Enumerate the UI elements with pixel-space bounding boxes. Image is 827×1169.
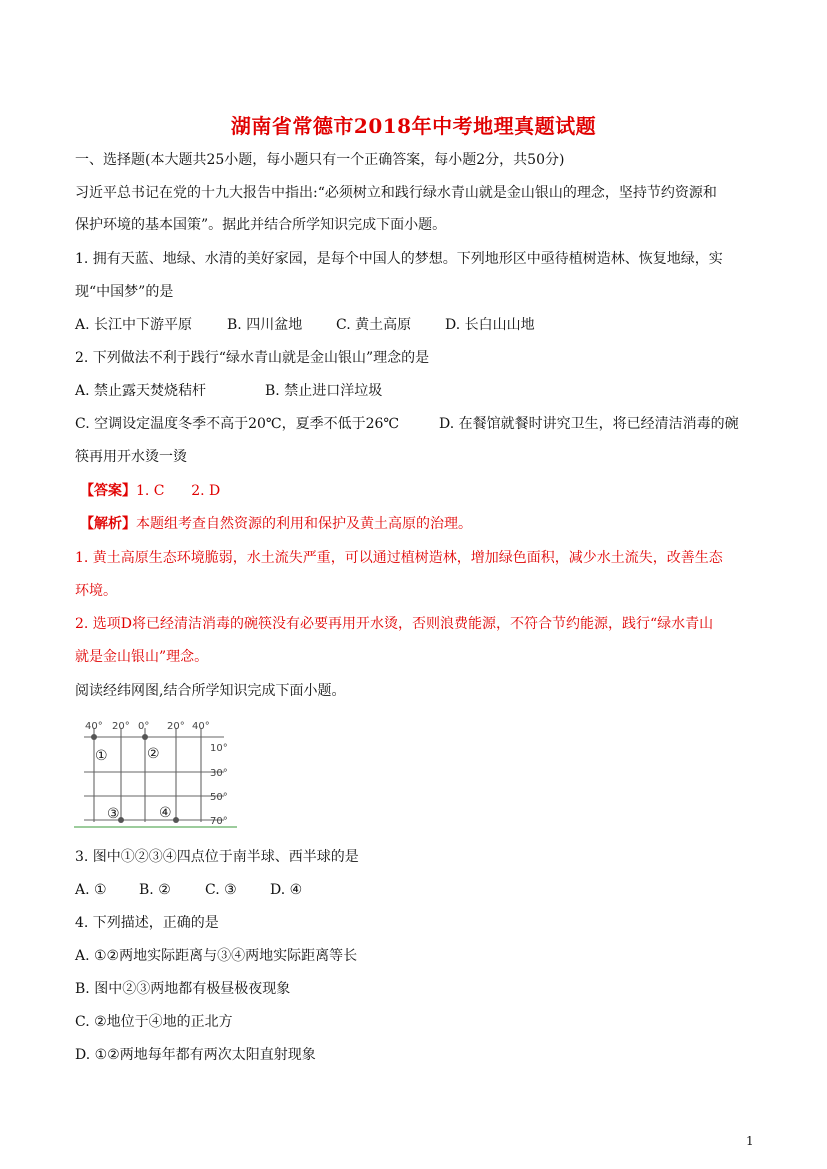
q4-option-a: A. ①②两地实际距离与③④两地实际距离等长 (75, 948, 358, 964)
q1-option-c: C. 黄土高原 (336, 317, 412, 333)
q1-option-a: A. 长江中下游平原 (75, 317, 193, 333)
dot-0-10 (142, 734, 148, 740)
analysis-p1-line-2: 环境。 (75, 583, 117, 599)
lat-label-70: 70° (210, 816, 228, 827)
q1-options (75, 315, 755, 335)
graticule-figure (72, 714, 242, 832)
q3-option-d: D. ④ (270, 882, 303, 898)
q3-option-b: B. ② (139, 882, 171, 898)
analysis-tag: 【解析】 (80, 516, 136, 532)
analysis-p2-line-1: 2. 选项D将已经清洁消毒的碗筷没有必要再用开水烫，否则浪费能源，不符合节约能源，践行“绿水青山 (75, 616, 714, 632)
intro-line-1: 习近平总书记在党的十九大报告中指出:“必须树立和践行绿水青山就是金山银山的理念，坚持节约资源和 (75, 185, 717, 201)
lon-label-0: 0° (138, 721, 150, 732)
lon-label-40e: 40° (192, 721, 210, 732)
intro-2: 阅读经纬网图,结合所学知识完成下面小题。 (75, 683, 346, 699)
q4-option-b: B. 图中②③两地都有极昼极夜现象 (75, 981, 291, 997)
dot-40w-10 (91, 734, 97, 740)
q3-option-c: C. ③ (205, 882, 237, 898)
q2-options-cd (75, 414, 755, 434)
q2-options-ab (75, 381, 755, 401)
q4-stem: 4. 下列描述，正确的是 (75, 915, 219, 931)
lon-label-20w: 20° (112, 721, 130, 732)
lat-label-30: 30° (210, 768, 228, 779)
lon-label-40w: 40° (85, 721, 103, 732)
point-3-label: ③ (107, 806, 120, 822)
analysis-p1-line-1: 1. 黄土高原生态环境脆弱，水土流失严重，可以通过植树造林，增加绿色面积，减少水土流失，改善生态 (75, 550, 723, 566)
dot-20e-70 (173, 817, 179, 823)
answer-1 (80, 481, 760, 501)
q1-stem-line-2: 现“中国梦”的是 (75, 284, 174, 300)
page-number: 1 (746, 1134, 754, 1148)
q4-option-d: D. ①②两地每年都有两次太阳直射现象 (75, 1047, 316, 1063)
document-title: 湖南省常德市2018年中考地理真题试题 (230, 114, 597, 138)
q2-option-a: A. 禁止露天焚烧秸杆 (75, 383, 207, 399)
point-4-label: ④ (159, 805, 172, 821)
answer-body: 1. C 2. D (136, 483, 221, 499)
q1-stem-line-1: 1. 拥有天蓝、地绿、水清的美好家园，是每个中国人的梦想。下列地形区中亟待植树造林、恢复地绿，实 (75, 251, 723, 267)
q1-option-d: D. 长白山山地 (445, 317, 535, 333)
q3-options (75, 880, 755, 900)
analysis-1 (80, 514, 760, 534)
answer-tag: 【答案】 (80, 483, 136, 499)
lat-label-10: 10° (210, 743, 228, 754)
intro-line-2: 保护环境的基本国策”。据此并结合所学知识完成下面小题。 (75, 217, 447, 233)
q2-stem: 2. 下列做法不利于践行“绿水青山就是金山银山”理念的是 (75, 350, 430, 366)
point-2-label: ② (147, 746, 160, 762)
q2-option-b: B. 禁止进口洋垃圾 (265, 383, 383, 399)
q2-option-d: D. 在餐馆就餐时讲究卫生，将已经清洁消毒的碗 (439, 416, 739, 432)
q2-option-c: C. 空调设定温度冬季不高于20℃，夏季不低于26℃ (75, 416, 400, 432)
q3-stem: 3. 图中①②③④四点位于南半球、西半球的是 (75, 849, 359, 865)
section-heading: 一、选择题(本大题共25小题，每小题只有一个正确答案，每小题2分，共50分) (75, 152, 565, 168)
q1-option-b: B. 四川盆地 (227, 317, 303, 333)
analysis-body: 本题组考查自然资源的利用和保护及黄土高原的治理。 (136, 516, 472, 532)
point-1-label: ① (95, 748, 108, 764)
q4-option-c: C. ②地位于④地的正北方 (75, 1014, 233, 1030)
lon-label-20e: 20° (167, 721, 185, 732)
lat-label-50: 50° (210, 792, 228, 803)
analysis-p2-line-2: 就是金山银山”理念。 (75, 649, 209, 665)
q2-option-d-cont: 筷再用开水烫一烫 (75, 449, 187, 465)
q3-option-a: A. ① (75, 882, 107, 898)
